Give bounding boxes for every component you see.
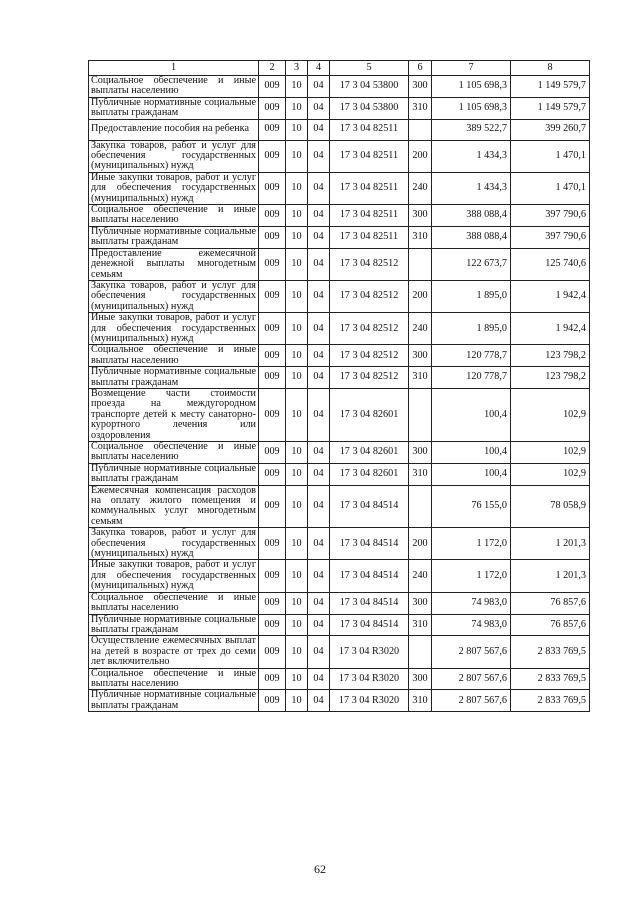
expense-kind-cell: 300 xyxy=(409,592,432,614)
section-code-cell: 10 xyxy=(286,690,308,712)
amount-year2-cell: 1 942,4 xyxy=(511,313,590,345)
amount-year1-cell: 1 172,0 xyxy=(432,560,511,592)
amount-year1-cell: 2 807 567,6 xyxy=(432,636,511,668)
target-article-cell: 17 3 04 82511 xyxy=(330,226,409,248)
row-name-cell: Закупка товаров, работ и услуг для обеспечения государственных (муниципальных) нужд xyxy=(89,140,259,172)
amount-year1-cell: 2 807 567,6 xyxy=(432,690,511,712)
ministry-code-cell: 009 xyxy=(259,690,286,712)
expense-kind-cell xyxy=(409,636,432,668)
amount-year1-cell: 100,4 xyxy=(432,442,511,464)
table-row xyxy=(89,172,590,204)
table-row xyxy=(89,636,590,668)
table-row xyxy=(89,528,590,560)
amount-year2-cell: 1 201,3 xyxy=(511,528,590,560)
target-article-cell: 17 3 04 84514 xyxy=(330,592,409,614)
section-code-cell: 10 xyxy=(286,442,308,464)
subsection-code-cell: 04 xyxy=(308,442,330,464)
row-name-cell: Публичные нормативные социальные выплаты гражданам xyxy=(89,97,259,119)
subsection-code-cell: 04 xyxy=(308,248,330,280)
section-code-cell: 10 xyxy=(286,388,308,441)
expense-kind-cell: 310 xyxy=(409,226,432,248)
ministry-code-cell: 009 xyxy=(259,226,286,248)
ministry-code-cell: 009 xyxy=(259,313,286,345)
section-code-cell: 10 xyxy=(286,614,308,636)
amount-year1-cell: 1 172,0 xyxy=(432,528,511,560)
target-article-cell: 17 3 04 82511 xyxy=(330,205,409,227)
subsection-code-cell: 04 xyxy=(308,636,330,668)
table-row xyxy=(89,140,590,172)
table-row xyxy=(89,367,590,389)
amount-year1-cell: 74 983,0 xyxy=(432,614,511,636)
target-article-cell: 17 3 04 84514 xyxy=(330,614,409,636)
target-article-cell: 17 3 04 82512 xyxy=(330,345,409,367)
amount-year1-cell: 100,4 xyxy=(432,463,511,485)
ministry-code-cell: 009 xyxy=(259,485,286,528)
subsection-code-cell: 04 xyxy=(308,226,330,248)
ministry-code-cell: 009 xyxy=(259,614,286,636)
ministry-code-cell: 009 xyxy=(259,97,286,119)
target-article-cell: 17 3 04 84514 xyxy=(330,485,409,528)
header-cell: 5 xyxy=(330,61,409,76)
section-code-cell: 10 xyxy=(286,97,308,119)
header-cell: 7 xyxy=(432,61,511,76)
row-name-cell: Иные закупки товаров, работ и услуг для обеспечения государственных (муниципальных) нужд xyxy=(89,313,259,345)
subsection-code-cell: 04 xyxy=(308,172,330,204)
amount-year1-cell: 1 895,0 xyxy=(432,280,511,312)
expense-kind-cell: 200 xyxy=(409,140,432,172)
target-article-cell: 17 3 04 82601 xyxy=(330,442,409,464)
target-article-cell: 17 3 04 84514 xyxy=(330,528,409,560)
table-row xyxy=(89,614,590,636)
table-row xyxy=(89,560,590,592)
row-name-cell: Социальное обеспечение и иные выплаты населению xyxy=(89,592,259,614)
amount-year2-cell: 1 470,1 xyxy=(511,172,590,204)
target-article-cell: 17 3 04 82512 xyxy=(330,367,409,389)
row-name-cell: Социальное обеспечение и иные выплаты населению xyxy=(89,205,259,227)
ministry-code-cell: 009 xyxy=(259,345,286,367)
amount-year2-cell: 1 470,1 xyxy=(511,140,590,172)
ministry-code-cell: 009 xyxy=(259,560,286,592)
section-code-cell: 10 xyxy=(286,367,308,389)
section-code-cell: 10 xyxy=(286,280,308,312)
amount-year1-cell: 2 807 567,6 xyxy=(432,668,511,690)
amount-year2-cell: 1 149 579,7 xyxy=(511,76,590,98)
subsection-code-cell: 04 xyxy=(308,97,330,119)
ministry-code-cell: 009 xyxy=(259,528,286,560)
amount-year2-cell: 125 740,6 xyxy=(511,248,590,280)
subsection-code-cell: 04 xyxy=(308,388,330,441)
section-code-cell: 10 xyxy=(286,592,308,614)
expense-kind-cell: 310 xyxy=(409,463,432,485)
row-name-cell: Социальное обеспечение и иные выплаты населению xyxy=(89,668,259,690)
expense-kind-cell: 310 xyxy=(409,690,432,712)
amount-year2-cell: 2 833 769,5 xyxy=(511,690,590,712)
row-name-cell: Публичные нормативные социальные выплаты гражданам xyxy=(89,614,259,636)
target-article-cell: 17 3 04 R3020 xyxy=(330,636,409,668)
subsection-code-cell: 04 xyxy=(308,345,330,367)
subsection-code-cell: 04 xyxy=(308,280,330,312)
header-cell: 2 xyxy=(259,61,286,76)
ministry-code-cell: 009 xyxy=(259,388,286,441)
budget-table xyxy=(88,60,590,712)
expense-kind-cell: 300 xyxy=(409,345,432,367)
ministry-code-cell: 009 xyxy=(259,367,286,389)
amount-year1-cell: 388 088,4 xyxy=(432,205,511,227)
ministry-code-cell: 009 xyxy=(259,119,286,140)
amount-year2-cell: 2 833 769,5 xyxy=(511,668,590,690)
section-code-cell: 10 xyxy=(286,636,308,668)
target-article-cell: 17 3 04 82511 xyxy=(330,140,409,172)
row-name-cell: Публичные нормативные социальные выплаты гражданам xyxy=(89,226,259,248)
amount-year1-cell: 389 522,7 xyxy=(432,119,511,140)
amount-year1-cell: 1 105 698,3 xyxy=(432,76,511,98)
expense-kind-cell: 300 xyxy=(409,76,432,98)
expense-kind-cell xyxy=(409,388,432,441)
section-code-cell: 10 xyxy=(286,76,308,98)
table-row xyxy=(89,345,590,367)
section-code-cell: 10 xyxy=(286,226,308,248)
row-name-cell: Публичные нормативные социальные выплаты гражданам xyxy=(89,463,259,485)
subsection-code-cell: 04 xyxy=(308,668,330,690)
target-article-cell: 17 3 04 82512 xyxy=(330,313,409,345)
section-code-cell: 10 xyxy=(286,172,308,204)
ministry-code-cell: 009 xyxy=(259,592,286,614)
amount-year1-cell: 120 778,7 xyxy=(432,345,511,367)
table-row xyxy=(89,463,590,485)
amount-year2-cell: 102,9 xyxy=(511,463,590,485)
expense-kind-cell: 200 xyxy=(409,280,432,312)
target-article-cell: 17 3 04 53800 xyxy=(330,76,409,98)
subsection-code-cell: 04 xyxy=(308,614,330,636)
subsection-code-cell: 04 xyxy=(308,528,330,560)
subsection-code-cell: 04 xyxy=(308,76,330,98)
table-row xyxy=(89,97,590,119)
amount-year2-cell: 102,9 xyxy=(511,442,590,464)
expense-kind-cell: 200 xyxy=(409,528,432,560)
row-name-cell: Предоставление пособия на ребенка xyxy=(89,119,259,140)
amount-year1-cell: 388 088,4 xyxy=(432,226,511,248)
expense-kind-cell: 240 xyxy=(409,313,432,345)
amount-year2-cell: 76 857,6 xyxy=(511,592,590,614)
amount-year1-cell: 1 434,3 xyxy=(432,140,511,172)
expense-kind-cell: 300 xyxy=(409,668,432,690)
row-name-cell: Предоставление ежемесячной денежной выплаты многодетным семьям xyxy=(89,248,259,280)
ministry-code-cell: 009 xyxy=(259,205,286,227)
amount-year2-cell: 1 201,3 xyxy=(511,560,590,592)
amount-year1-cell: 1 105 698,3 xyxy=(432,97,511,119)
expense-kind-cell: 310 xyxy=(409,97,432,119)
subsection-code-cell: 04 xyxy=(308,690,330,712)
section-code-cell: 10 xyxy=(286,463,308,485)
row-name-cell: Социальное обеспечение и иные выплаты населению xyxy=(89,442,259,464)
section-code-cell: 10 xyxy=(286,668,308,690)
page-number: 62 xyxy=(314,862,326,876)
target-article-cell: 17 3 04 82511 xyxy=(330,119,409,140)
amount-year1-cell: 120 778,7 xyxy=(432,367,511,389)
table-row xyxy=(89,690,590,712)
table-row xyxy=(89,668,590,690)
row-name-cell: Иные закупки товаров, работ и услуг для обеспечения государственных (муниципальных) нужд xyxy=(89,172,259,204)
target-article-cell: 17 3 04 82601 xyxy=(330,463,409,485)
subsection-code-cell: 04 xyxy=(308,463,330,485)
row-name-cell: Закупка товаров, работ и услуг для обеспечения государственных (муниципальных) нужд xyxy=(89,528,259,560)
row-name-cell: Осуществление ежемесячных выплат на детей в возрасте от трех до семи лет включительно xyxy=(89,636,259,668)
section-code-cell: 10 xyxy=(286,140,308,172)
amount-year2-cell: 78 058,9 xyxy=(511,485,590,528)
amount-year2-cell: 399 260,7 xyxy=(511,119,590,140)
expense-kind-cell: 300 xyxy=(409,205,432,227)
section-code-cell: 10 xyxy=(286,528,308,560)
target-article-cell: 17 3 04 R3020 xyxy=(330,690,409,712)
target-article-cell: 17 3 04 82601 xyxy=(330,388,409,441)
row-name-cell: Иные закупки товаров, работ и услуг для обеспечения государственных (муниципальных) нужд xyxy=(89,560,259,592)
amount-year1-cell: 74 983,0 xyxy=(432,592,511,614)
table-row xyxy=(89,313,590,345)
row-name-cell: Социальное обеспечение и иные выплаты населению xyxy=(89,76,259,98)
target-article-cell: 17 3 04 82512 xyxy=(330,248,409,280)
ministry-code-cell: 009 xyxy=(259,76,286,98)
section-code-cell: 10 xyxy=(286,485,308,528)
expense-kind-cell: 310 xyxy=(409,367,432,389)
header-cell: 8 xyxy=(511,61,590,76)
ministry-code-cell: 009 xyxy=(259,140,286,172)
ministry-code-cell: 009 xyxy=(259,636,286,668)
header-cell: 1 xyxy=(89,61,259,76)
table-row xyxy=(89,76,590,98)
amount-year2-cell: 123 798,2 xyxy=(511,345,590,367)
row-name-cell: Возмещение части стоимости проезда на междугородном транспорте детей к месту санаторно-курортного лечения или оздоровления xyxy=(89,388,259,441)
table-row xyxy=(89,592,590,614)
table-body xyxy=(89,76,590,712)
target-article-cell: 17 3 04 R3020 xyxy=(330,668,409,690)
expense-kind-cell xyxy=(409,248,432,280)
subsection-code-cell: 04 xyxy=(308,119,330,140)
subsection-code-cell: 04 xyxy=(308,592,330,614)
row-name-cell: Публичные нормативные социальные выплаты гражданам xyxy=(89,367,259,389)
section-code-cell: 10 xyxy=(286,119,308,140)
ministry-code-cell: 009 xyxy=(259,668,286,690)
target-article-cell: 17 3 04 53800 xyxy=(330,97,409,119)
table-row xyxy=(89,388,590,441)
subsection-code-cell: 04 xyxy=(308,205,330,227)
header-cell: 3 xyxy=(286,61,308,76)
expense-kind-cell xyxy=(409,485,432,528)
amount-year2-cell: 397 790,6 xyxy=(511,226,590,248)
ministry-code-cell: 009 xyxy=(259,463,286,485)
row-name-cell: Ежемесячная компенсация расходов на оплату жилого помещения и коммунальных услуг многодетным семьям xyxy=(89,485,259,528)
section-code-cell: 10 xyxy=(286,205,308,227)
table-row xyxy=(89,248,590,280)
amount-year2-cell: 76 857,6 xyxy=(511,614,590,636)
header-cell: 4 xyxy=(308,61,330,76)
ministry-code-cell: 009 xyxy=(259,280,286,312)
header-cell: 6 xyxy=(409,61,432,76)
subsection-code-cell: 04 xyxy=(308,313,330,345)
section-code-cell: 10 xyxy=(286,248,308,280)
expense-kind-cell: 240 xyxy=(409,172,432,204)
amount-year1-cell: 76 155,0 xyxy=(432,485,511,528)
subsection-code-cell: 04 xyxy=(308,367,330,389)
table-row xyxy=(89,205,590,227)
expense-kind-cell: 300 xyxy=(409,442,432,464)
amount-year2-cell: 1 149 579,7 xyxy=(511,97,590,119)
amount-year2-cell: 2 833 769,5 xyxy=(511,636,590,668)
target-article-cell: 17 3 04 82511 xyxy=(330,172,409,204)
section-code-cell: 10 xyxy=(286,560,308,592)
table-row xyxy=(89,485,590,528)
amount-year2-cell: 123 798,2 xyxy=(511,367,590,389)
table-row xyxy=(89,280,590,312)
amount-year1-cell: 122 673,7 xyxy=(432,248,511,280)
table-row xyxy=(89,119,590,140)
expense-kind-cell: 310 xyxy=(409,614,432,636)
target-article-cell: 17 3 04 82512 xyxy=(330,280,409,312)
amount-year2-cell: 397 790,6 xyxy=(511,205,590,227)
table-row xyxy=(89,442,590,464)
ministry-code-cell: 009 xyxy=(259,172,286,204)
expense-kind-cell xyxy=(409,119,432,140)
table-row xyxy=(89,226,590,248)
header-row xyxy=(89,61,590,76)
ministry-code-cell: 009 xyxy=(259,442,286,464)
ministry-code-cell: 009 xyxy=(259,248,286,280)
subsection-code-cell: 04 xyxy=(308,485,330,528)
amount-year1-cell: 100,4 xyxy=(432,388,511,441)
expense-kind-cell: 240 xyxy=(409,560,432,592)
amount-year2-cell: 1 942,4 xyxy=(511,280,590,312)
section-code-cell: 10 xyxy=(286,345,308,367)
subsection-code-cell: 04 xyxy=(308,560,330,592)
amount-year2-cell: 102,9 xyxy=(511,388,590,441)
section-code-cell: 10 xyxy=(286,313,308,345)
target-article-cell: 17 3 04 84514 xyxy=(330,560,409,592)
row-name-cell: Публичные нормативные социальные выплаты гражданам xyxy=(89,690,259,712)
amount-year1-cell: 1 895,0 xyxy=(432,313,511,345)
subsection-code-cell: 04 xyxy=(308,140,330,172)
row-name-cell: Социальное обеспечение и иные выплаты населению xyxy=(89,345,259,367)
amount-year1-cell: 1 434,3 xyxy=(432,172,511,204)
row-name-cell: Закупка товаров, работ и услуг для обеспечения государственных (муниципальных) нужд xyxy=(89,280,259,312)
